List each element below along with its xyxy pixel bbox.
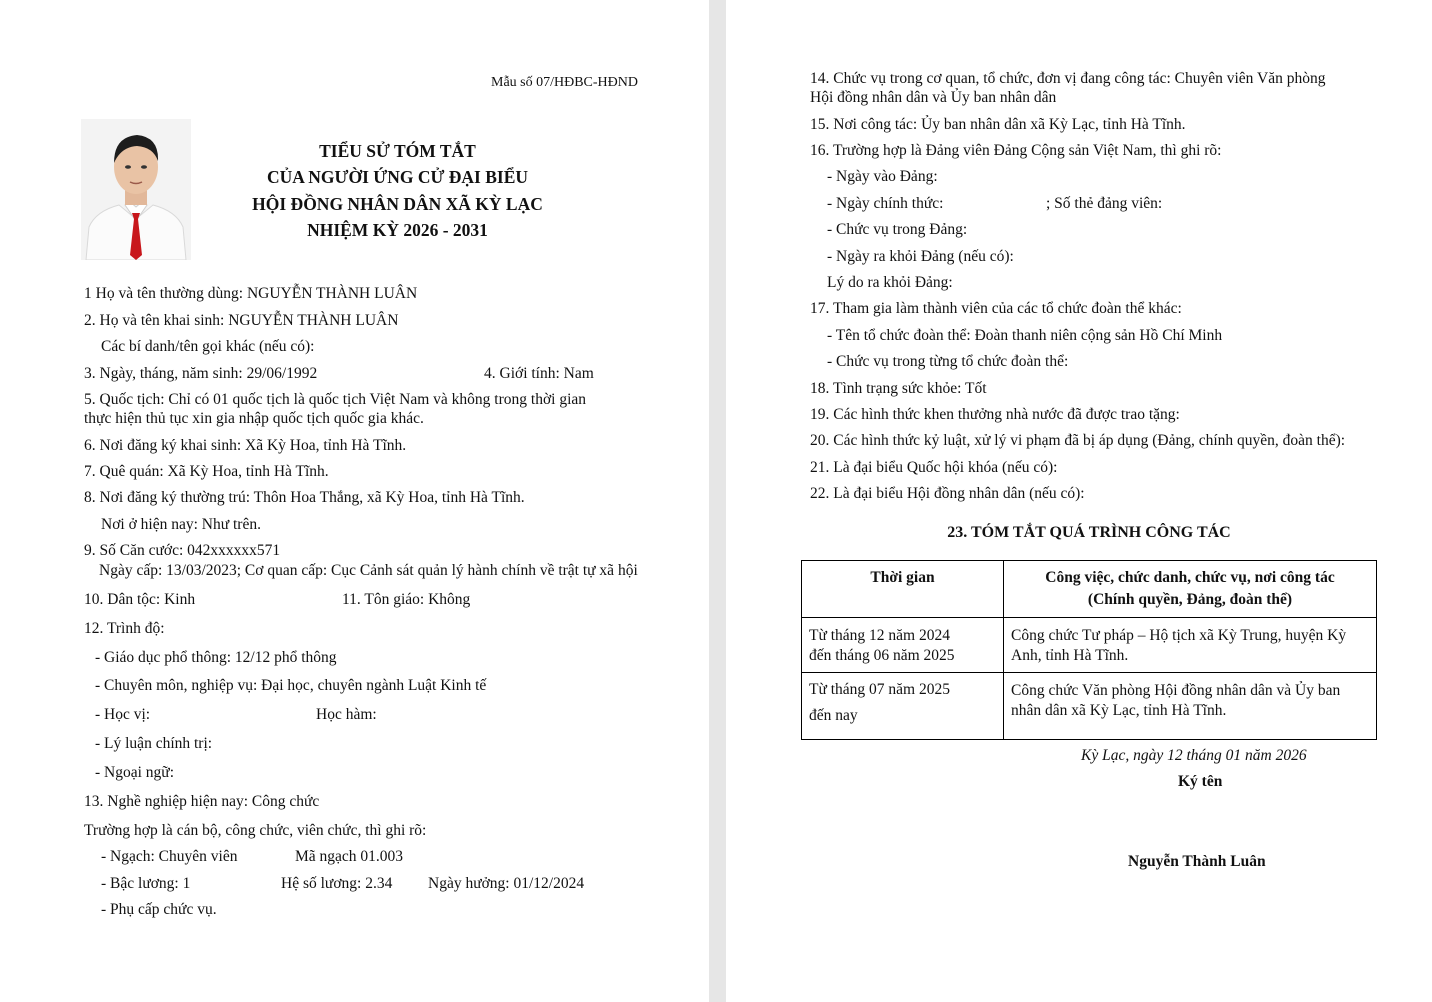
field-position-cont: Hội đồng nhân dân và Ủy ban nhân dân [810, 89, 1057, 106]
field-civil-servant-note: Trường hợp là cán bộ, công chức, viên chức, thì ghi rõ: [84, 822, 427, 839]
table-cell-time-line-2: đến nay [809, 707, 858, 724]
field-party-position: - Chức vụ trong Đảng: [827, 221, 968, 238]
field-party-official-date: - Ngày chính thức: [827, 195, 944, 212]
field-effective-date: Ngày hưởng: 01/12/2024 [428, 875, 585, 892]
table-row [802, 618, 1377, 673]
table-cell-time-line-1: Từ tháng 12 năm 2024 [809, 627, 950, 644]
field-birth-date: 3. Ngày, tháng, năm sinh: 29/06/1992 [84, 365, 318, 382]
field-awards: 19. Các hình thức khen thưởng nhà nước đã được trao tặng: [810, 406, 1180, 423]
table-cell-work [1004, 618, 1377, 673]
table-cell-time [802, 673, 1004, 740]
field-gender: 4. Giới tính: Nam [484, 365, 594, 382]
field-id-number: 9. Số Căn cước: 042xxxxxx571 [84, 542, 281, 559]
field-nationality-cont: thực hiện thủ tục xin gia nhập quốc tịch quốc gia khác. [84, 410, 424, 427]
field-rank: - Ngạch: Chuyên viên [101, 848, 238, 865]
field-health: 18. Tình trạng sức khỏe: Tốt [810, 380, 987, 397]
field-birth-registration: 6. Nơi đăng ký khai sinh: Xã Kỳ Hoa, tỉnh Hà Tĩnh. [84, 437, 407, 454]
table-header-time: Thời gian [802, 561, 1004, 618]
field-workplace: 15. Nơi công tác: Ủy ban nhân dân xã Kỳ Lạc, tỉnh Hà Tĩnh. [810, 116, 1186, 133]
field-education-heading: 12. Trình độ: [84, 620, 165, 637]
table-cell-time [802, 618, 1004, 673]
title-line-4: NHIỆM KỲ 2026 - 2031 [307, 219, 488, 240]
title-line-3: HỘI ĐỒNG NHÂN DÂN XÃ KỲ LẠC [252, 193, 543, 214]
field-degree: - Học vị: [95, 706, 151, 723]
title-line-2: CỦA NGƯỜI ỨNG CỬ ĐẠI BIỂU [266, 167, 529, 188]
field-permanent-address: 8. Nơi đăng ký thường trú: Thôn Hoa Thắng, xã Kỳ Hoa, tỉnh Hà Tĩnh. [84, 489, 525, 506]
candidate-photo [81, 119, 191, 260]
table-row [802, 673, 1377, 740]
field-ethnicity: 10. Dân tộc: Kinh [84, 591, 196, 608]
field-organization-name: - Tên tổ chức đoàn thể: Đoàn thanh niên cộng sản Hồ Chí Minh [827, 327, 1223, 344]
field-national-assembly: 21. Là đại biểu Quốc hội khóa (nếu có): [810, 459, 1058, 476]
field-party-join-date: - Ngày vào Đảng: [827, 168, 938, 185]
field-position: 14. Chức vụ trong cơ quan, tổ chức, đơn vị đang công tác: Chuyên viên Văn phòng [810, 70, 1326, 87]
field-religion: 11. Tôn giáo: Không [342, 591, 471, 608]
field-current-address: Nơi ở hiện nay: Như trên. [101, 516, 261, 533]
table-cell-work-line-1: Công chức Văn phòng Hội đồng nhân dân và Ủy ban [1011, 682, 1341, 699]
field-common-name: 1 Họ và tên thường dùng: NGUYỄN THÀNH LUÂN [84, 285, 418, 302]
field-party-leave-date: - Ngày ra khỏi Đảng (nếu có): [827, 248, 1014, 265]
document-page-1 [0, 0, 709, 1002]
field-occupation: 13. Nghề nghiệp hiện nay: Công chức [84, 793, 320, 810]
title-line-1: TIỂU SỬ TÓM TẮT [319, 141, 476, 161]
work-history-table [801, 560, 1377, 740]
table-header-work-line-2: (Chính quyền, Đảng, đoàn thể) [1087, 591, 1293, 608]
field-organization-position: - Chức vụ trong từng tổ chức đoàn thể: [827, 353, 1069, 370]
field-political-theory: - Lý luận chính trị: [95, 735, 213, 752]
table-cell-time-line-2: đến tháng 06 năm 2025 [809, 647, 955, 664]
field-rank-code: Mã ngạch 01.003 [295, 848, 404, 865]
document-title [200, 138, 595, 243]
table-cell-work [1004, 673, 1377, 740]
signer-name: Nguyễn Thành Luân [1128, 853, 1266, 870]
field-party-leave-reason: Lý do ra khỏi Đảng: [827, 274, 953, 291]
sign-label: Ký tên [1178, 773, 1223, 790]
table-header-work [1004, 561, 1377, 618]
field-general-education: - Giáo dục phổ thông: 12/12 phổ thông [95, 649, 337, 666]
field-party-heading: 16. Trường hợp là Đảng viên Đảng Cộng sản Việt Nam, thì ghi rõ: [810, 142, 1222, 159]
document-page-2 [726, 0, 1432, 1002]
field-specialization: - Chuyên môn, nghiệp vụ: Đại học, chuyên ngành Luật Kinh tế [95, 677, 487, 694]
field-allowance: - Phụ cấp chức vụ. [101, 901, 217, 918]
field-peoples-council: 22. Là đại biểu Hội đồng nhân dân (nếu có): [810, 485, 1085, 502]
field-alias: Các bí danh/tên gọi khác (nếu có): [101, 338, 315, 355]
table-cell-work-line-2: nhân dân xã Kỳ Lạc, tỉnh Hà Tĩnh. [1011, 702, 1227, 719]
table-header-work-line-1: Công việc, chức danh, chức vụ, nơi công tác [1045, 569, 1335, 586]
field-salary-coefficient: Hệ số lương: 2.34 [281, 875, 393, 892]
field-id-issue: Ngày cấp: 13/03/2023; Cơ quan cấp: Cục Cảnh sát quản lý hành chính về trật tự xã hội [99, 562, 638, 579]
table-cell-time-line-1: Từ tháng 07 năm 2025 [809, 681, 950, 698]
form-number: Mẫu số 07/HĐBC-HĐND [491, 75, 638, 90]
field-foreign-language: - Ngoại ngữ: [95, 764, 174, 781]
table-cell-work-line-2: Anh, tỉnh Hà Tĩnh. [1011, 647, 1129, 664]
field-discipline: 20. Các hình thức kỷ luật, xử lý vi phạm đã bị áp dụng (Đảng, chính quyền, đoàn thể): [810, 432, 1346, 449]
field-organizations-heading: 17. Tham gia làm thành viên của các tổ chức đoàn thể khác: [810, 300, 1182, 317]
field-party-card-number: ; Số thẻ đảng viên: [1046, 195, 1163, 212]
field-nationality: 5. Quốc tịch: Chỉ có 01 quốc tịch là quốc tịch Việt Nam và không trong thời gian [84, 391, 587, 408]
field-hometown: 7. Quê quán: Xã Kỳ Hoa, tỉnh Hà Tĩnh. [84, 463, 329, 480]
field-academic-title: Học hàm: [316, 706, 377, 723]
date-place: Kỳ Lạc, ngày 12 tháng 01 năm 2026 [1081, 747, 1307, 764]
table-cell-work-line-1: Công chức Tư pháp – Hộ tịch xã Kỳ Trung, huyện Kỳ [1011, 627, 1347, 644]
table-header-row [802, 561, 1377, 618]
section-title-work-history: 23. TÓM TẮT QUÁ TRÌNH CÔNG TÁC [947, 524, 1231, 541]
field-salary-grade: - Bậc lương: 1 [101, 875, 191, 892]
field-birth-name: 2. Họ và tên khai sinh: NGUYỄN THÀNH LUÂN [84, 312, 399, 329]
